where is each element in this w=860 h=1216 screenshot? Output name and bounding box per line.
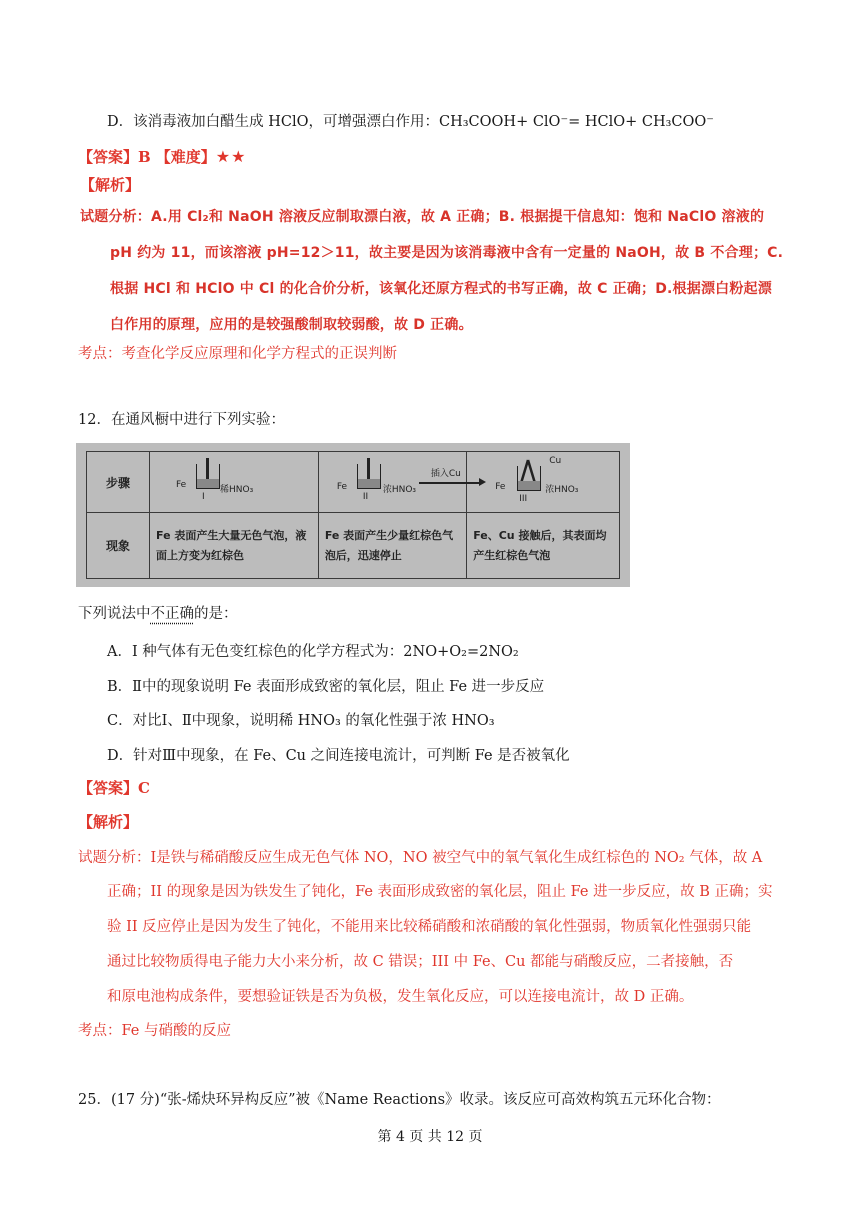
exp-number: II [362, 492, 369, 502]
q12-prompt [78, 602, 238, 623]
cu-label: Cu [549, 456, 562, 466]
q25-stem: 25．(17 分)“张-烯炔环异构反应”被《Name Reactions》收录。该反应可高效构筑五元环化合物： [78, 1092, 721, 1108]
option-b: B．Ⅱ中的现象说明 Fe 表面形成致密的氧化层，阻止 Fe 进一步反应 [107, 679, 545, 695]
page-number: 第 4 页 共 12 页 [377, 1129, 483, 1145]
analysis-line: 试题分析：A.用 Cl₂和 NaOH 溶液反应制取漂白液，故 A 正确；B. 根据提干信息知：饱和 NaClO 溶液的 [80, 209, 765, 225]
analysis-line: 通过比较物质得电子能力大小来分析，故 C 错误；III 中 Fe、Cu 都能与硝酸反应，二者接触，否 [107, 954, 734, 970]
acid-label: 稀HNO₃ [220, 485, 254, 495]
experiment-2-3-cell [318, 452, 466, 513]
experiment-1-cell [150, 452, 319, 513]
beaker-icon [196, 464, 220, 489]
answer-label: 【答案】B [78, 148, 151, 166]
q12-stem: 12．在通风橱中进行下列实验： [78, 412, 285, 428]
exp-number: I [202, 492, 205, 502]
difficulty-label: 【难度】 [155, 148, 216, 166]
fe-label: Fe [495, 482, 506, 492]
q12-analysis-label: 【解析】 [78, 813, 139, 831]
analysis-label-prev: 【解析】 [80, 176, 141, 194]
analysis-line: 和原电池构成条件，要想验证铁是否为负极，发生氧化反应，可以连接电流计，故 D 正确。 [107, 989, 694, 1005]
q12-answer: 【答案】C [78, 779, 150, 797]
analysis-line: 白作用的原理，应用的是较强酸制取较弱酸，故 D 正确。 [110, 317, 473, 333]
prompt-emphasis: 不正确 [150, 606, 194, 622]
difficulty-stars: ★★ [215, 147, 247, 166]
analysis-line: 根据 HCl 和 HClO 中 Cl 的化合价分析，该氧化还原方程式的书写正确，故 C 正确；D.根据漂白粉起漂 [110, 281, 772, 297]
observation-3: Fe、Cu 接触后，其表面均产生红棕色气泡 [467, 513, 620, 579]
analysis-line: 试题分析：Ⅰ是铁与稀硝酸反应生成无色气体 NO，NO 被空气中的氧气氧化生成红棕色的 NO₂ 气体，故 A [78, 850, 763, 866]
arrow-label: 插入Cu [430, 469, 461, 479]
acid-label: 浓HNO₃ [382, 485, 417, 495]
option-a: A．Ⅰ 种气体有无色变红棕色的化学方程式为：2NO+O₂=2NO₂ [107, 644, 519, 660]
row-header-phenomena: 现象 [87, 513, 150, 579]
exp-number: III [519, 494, 528, 504]
fe-label: Fe [176, 480, 187, 490]
prompt-prefix: 下列说法中 [78, 606, 151, 622]
experiment-table [86, 451, 620, 579]
kaodian-prev: 考点：考查化学反应原理和化学方程式的正误判断 [78, 346, 397, 362]
analysis-line: 验 II 反应停止是因为发生了钝化，不能用来比较稀硝酸和浓硝酸的氧化性强弱，物质氧化性强弱只能 [107, 919, 752, 935]
observation-2: Fe 表面产生少量红棕色气泡后，迅速停止 [318, 513, 466, 579]
analysis-line: pH 约为 11，而该溶液 pH=12＞11，故主要是因为该消毒液中含有一定量的 NaOH，故 B 不合理；C. [110, 245, 784, 261]
beaker-icon [357, 464, 381, 489]
acid-label: 浓HNO₃ [545, 485, 579, 495]
row-header-steps: 步骤 [87, 452, 150, 513]
fe-label: Fe [336, 482, 348, 492]
analysis-line: 正确；II 的现象是因为铁发生了钝化，Fe 表面形成致密的氧化层，阻止 Fe 进一步反应，故 B 正确；实 [107, 884, 773, 900]
answer-line-prev [78, 146, 246, 167]
prompt-suffix: 的是： [194, 606, 238, 622]
experiment-figure [76, 443, 630, 587]
beaker-icon [517, 466, 541, 491]
option-d-prev: D．该消毒液加白醋生成 HClO，可增强漂白作用：CH₃COOH+ ClO⁻= HClO+ CH₃COO⁻ [107, 114, 714, 130]
q12-kaodian: 考点：Fe 与硝酸的反应 [78, 1023, 231, 1039]
experiment-3-cell [467, 452, 620, 513]
option-c: C．对比Ⅰ、Ⅱ中现象，说明稀 HNO₃ 的氧化性强于浓 HNO₃ [107, 713, 495, 729]
observation-1: Fe 表面产生大量无色气泡，液面上方变为红棕色 [150, 513, 319, 579]
option-d: D．针对Ⅲ中现象，在 Fe、Cu 之间连接电流计，可判断 Fe 是否被氧化 [107, 748, 570, 764]
